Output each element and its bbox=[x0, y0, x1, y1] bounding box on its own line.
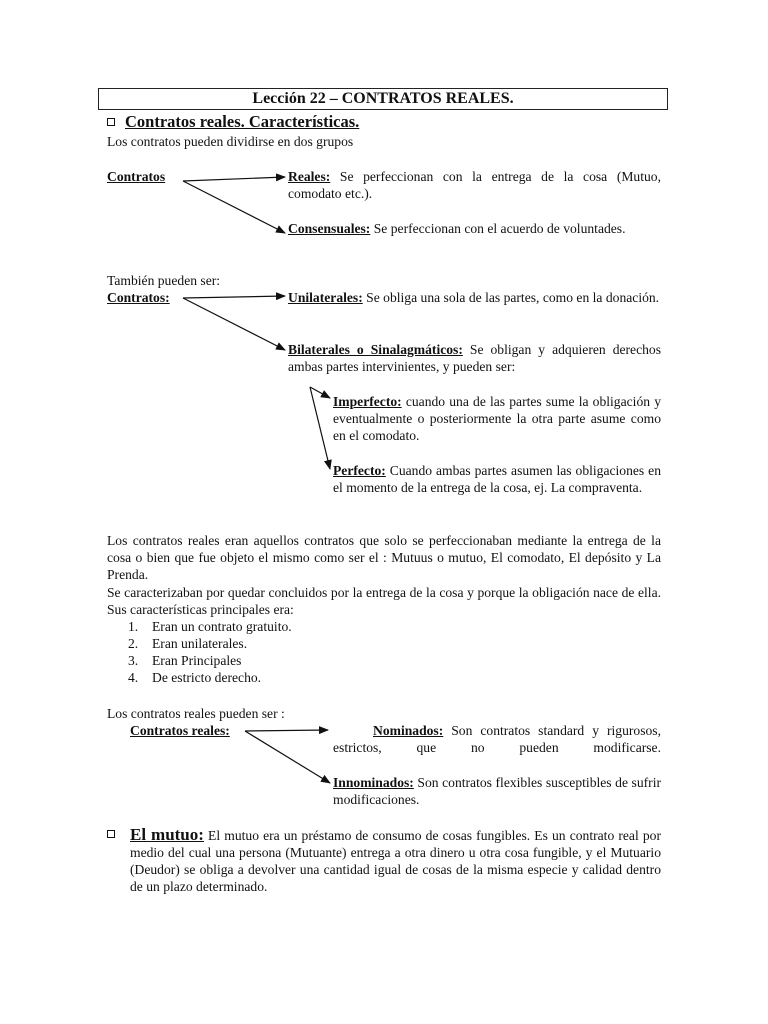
list-number: 4. bbox=[128, 670, 139, 685]
item-text: Se obliga una sola de las partes, como en la donación. bbox=[362, 290, 660, 305]
item-label: Reales: bbox=[288, 169, 331, 184]
list-text: Eran unilaterales. bbox=[152, 636, 248, 651]
paragraph-caracteristicas: Se caracterizaban por quedar concluidos por la entrega de la cosa y porque la obligación nace de ella. Sus características principales era: bbox=[107, 585, 661, 617]
item-text: cuando una de las partes sume la obligación y eventualmente o posteriormente la otra parte asume como en el comodato. bbox=[333, 394, 661, 443]
item-text: Se obligan y adquieren derechos ambas partes intervinientes, y pueden ser: bbox=[288, 342, 662, 374]
list-number: 2. bbox=[128, 636, 139, 651]
item-text: Se perfeccionan con el acuerdo de voluntades. bbox=[370, 221, 626, 236]
list-number: 1. bbox=[128, 619, 139, 634]
also-text: También pueden ser: bbox=[107, 273, 221, 288]
paragraph-contratos-reales: Los contratos reales eran aquellos contratos que solo se perfeccionaban mediante la entrega de la cosa o bien que fue objeto el mismo como ser el : Mutuus o mutuo, El comodato, El depósito y La Prenda. bbox=[107, 533, 661, 582]
group3-root: Contratos reales: bbox=[130, 723, 230, 738]
arrow-to-bilaterales bbox=[183, 298, 285, 350]
item-label: Nominados: bbox=[373, 723, 444, 738]
item-label: Imperfecto: bbox=[333, 394, 402, 409]
lesson-title: Lección 22 – CONTRATOS REALES. bbox=[98, 88, 668, 110]
item-label: Innominados: bbox=[333, 775, 414, 790]
list-text: Eran un contrato gratuito. bbox=[152, 619, 292, 634]
item-text: Cuando ambas partes asumen las obligaciones en el momento de la entrega de la cosa, ej. La compraventa. bbox=[333, 463, 661, 495]
item-text: Son contratos flexibles susceptibles de sufrir modificaciones. bbox=[333, 775, 661, 807]
item-label: Consensuales: bbox=[288, 221, 371, 236]
item-text: Son contratos standard y rigurosos, estrictos, que no pueden modificarse. bbox=[333, 723, 661, 755]
list-text: Eran Principales bbox=[152, 653, 242, 668]
group2-root: Contratos: bbox=[107, 290, 170, 305]
types-intro-text: Los contratos reales pueden ser : bbox=[107, 706, 285, 721]
intro-text: Los contratos pueden dividirse en dos grupos bbox=[107, 134, 354, 149]
arrow-to-imperfecto bbox=[310, 387, 330, 398]
section-heading-text: Contratos reales. Características. bbox=[125, 112, 360, 131]
item-label: Bilaterales o Sinalagmáticos: bbox=[288, 342, 463, 357]
section-heading-mutuo: El mutuo: bbox=[130, 825, 204, 844]
mutuo-text: El mutuo era un préstamo de consumo de cosas fungibles. Es un contrato real por medio del cual una persona (Mutuante) entrega a otra dinero u otra cosa fungible, y el Mutuario (Deudor) se obliga a devolver una cantidad igual de cosas de la misma especie y calidad dentro de un plazo determinado. bbox=[130, 828, 661, 894]
group1-root: Contratos bbox=[107, 169, 166, 184]
list-text: De estricto derecho. bbox=[152, 670, 262, 685]
arrow-to-nominados bbox=[245, 730, 328, 731]
list-number: 3. bbox=[128, 653, 139, 668]
item-label: Unilaterales: bbox=[288, 290, 363, 305]
arrow-to-consensuales bbox=[183, 181, 285, 233]
item-text: Se perfeccionan con la entrega de la cosa (Mutuo, comodato etc.). bbox=[288, 169, 661, 201]
arrow-to-unilaterales bbox=[183, 296, 285, 298]
arrow-to-perfecto bbox=[310, 387, 330, 469]
arrow-to-reales bbox=[183, 177, 285, 181]
item-label: Perfecto: bbox=[333, 463, 386, 478]
arrow-to-innominados bbox=[245, 731, 330, 783]
